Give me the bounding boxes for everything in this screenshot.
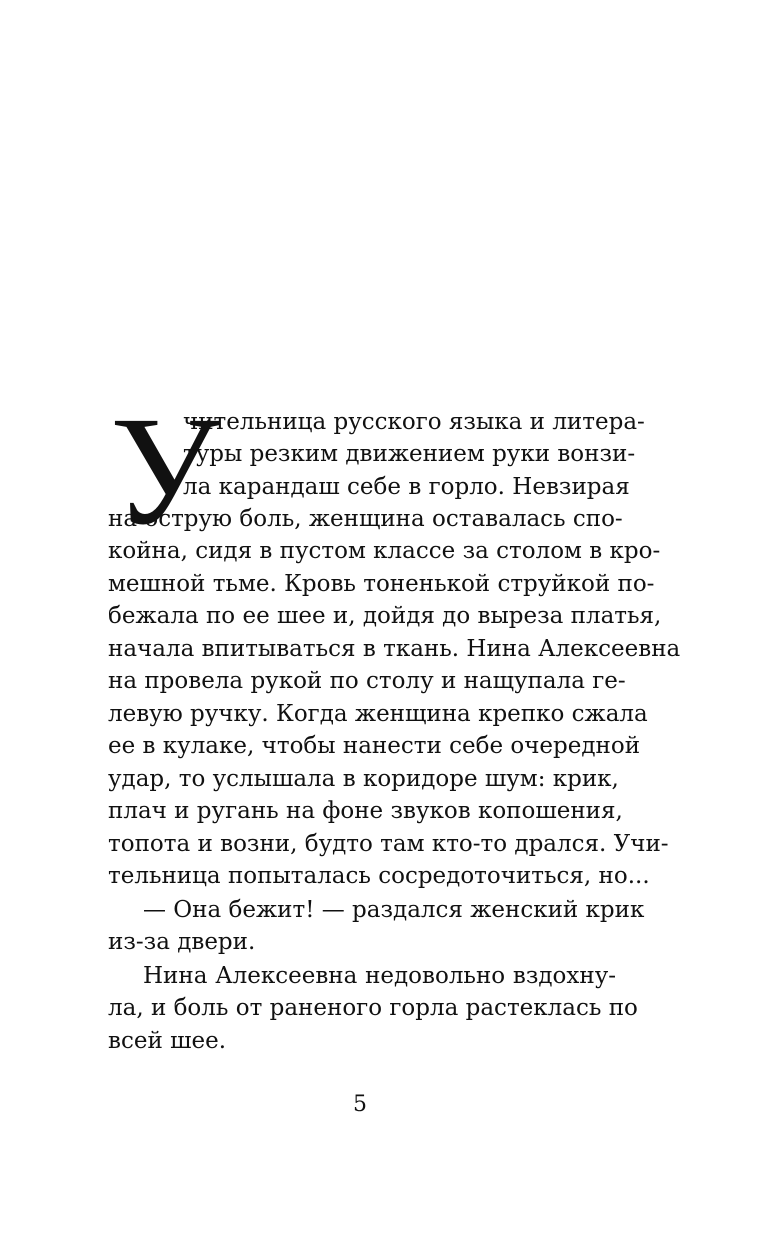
drop-cap: У (110, 384, 221, 557)
text-line: топота и возни, будто там кто-то дрался. Учи- (108, 831, 669, 857)
text-line: чительница русского языка и литера- (183, 409, 645, 435)
text-line: ее в кулаке, чтобы нанести себе очередной (108, 733, 641, 759)
paragraph-start-line: Нина Алексеевна недовольно вздохну- (143, 963, 616, 989)
text-line: койна, сидя в пустом классе за столом в кро- (108, 538, 661, 564)
dialogue-line: — Она бежит! — раздался женский крик (143, 897, 645, 923)
text-line: всей шее. (108, 1028, 226, 1054)
text-line: левую ручку. Когда женщина крепко сжала (108, 701, 648, 727)
text-line: туры резким движением руки вонзи- (183, 441, 636, 467)
text-line: на провела рукой по столу и нащупала ге- (108, 668, 626, 694)
text-line: плач и ругань на фоне звуков копошения, (108, 798, 623, 824)
text-line: бежала по ее шее и, дойдя до выреза платья, (108, 603, 662, 629)
text-line: ла, и боль от раненого горла растеклась по (108, 995, 638, 1021)
text-line: на острую боль, женщина оставалась спо- (108, 506, 623, 532)
text-line: тельница попыталась сосредоточиться, но... (108, 863, 650, 889)
text-line: ла карандаш себе в горло. Невзирая (183, 474, 630, 500)
text-line: из-за двери. (108, 929, 256, 955)
page-number: 5 (353, 1092, 367, 1117)
text-line: мешной тьме. Кровь тоненькой струйкой по- (108, 571, 655, 597)
text-line: удар, то услышала в коридоре шум: крик, (108, 766, 619, 792)
text-line: начала впитываться в ткань. Нина Алексеевна (108, 636, 681, 662)
